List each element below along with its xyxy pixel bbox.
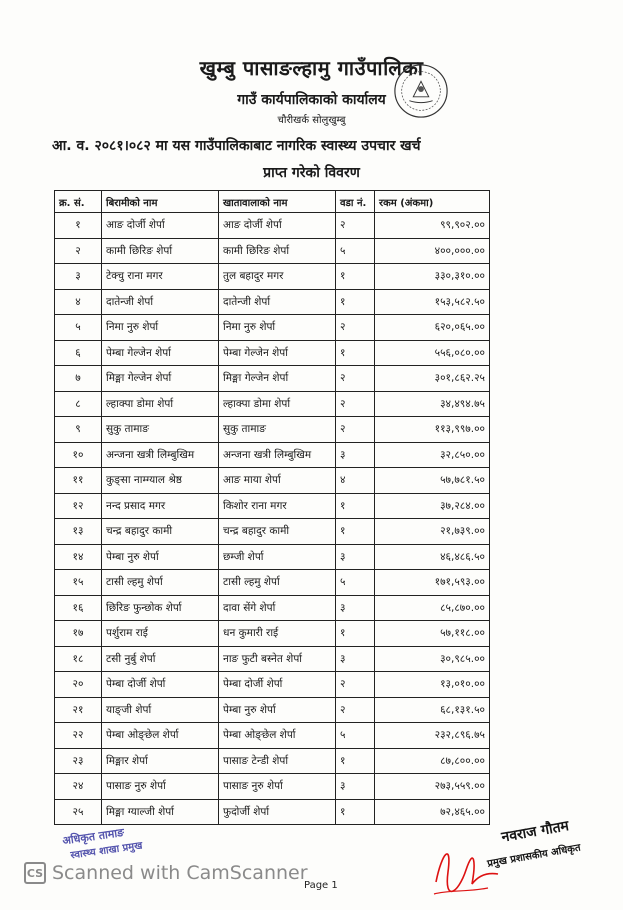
cell-ward: २ [336, 315, 375, 341]
cell-ward: २ [336, 417, 375, 443]
table-row [55, 417, 490, 443]
table-row [55, 748, 490, 774]
cell-amount: ३३०,३१०.०० [375, 264, 490, 290]
cell-patient-name: आङ दोर्जी शेर्पा [102, 213, 219, 239]
cell-account-holder: नाङ फुटी बस्नेत शेर्पा [219, 646, 336, 672]
col-amount: रकम (अंकमा) [375, 191, 490, 213]
cell-ward: २ [336, 672, 375, 698]
cell-serial: १७ [55, 621, 102, 647]
cell-account-holder: धन कुमारी राई [219, 621, 336, 647]
table-row [55, 340, 490, 366]
cell-amount: १७१,५९३.०० [375, 570, 490, 596]
cell-serial: १६ [55, 595, 102, 621]
cell-serial: ९ [55, 417, 102, 443]
cell-serial: १० [55, 442, 102, 468]
col-patient-name: बिरामीको नाम [102, 191, 219, 213]
cell-account-holder: पेम्बा नुरु शेर्पा [219, 697, 336, 723]
cell-amount: ९९,९०२.०० [375, 213, 490, 239]
cell-patient-name: पर्शुराम राई [102, 621, 219, 647]
table-row [55, 672, 490, 698]
cell-patient-name: मिङ्मा गेल्जेन शेर्पा [102, 366, 219, 392]
cell-amount: ३०,९८५.०० [375, 646, 490, 672]
cell-serial: १५ [55, 570, 102, 596]
cell-ward: १ [336, 748, 375, 774]
cell-account-holder: पासाङ नुरु शेर्पा [219, 774, 336, 800]
cell-serial: २३ [55, 748, 102, 774]
cell-serial: ८ [55, 391, 102, 417]
cell-patient-name: कामी छिरिङ शेर्पा [102, 238, 219, 264]
cell-ward: १ [336, 621, 375, 647]
office-name: गाउँ कार्यपालिकाको कार्यालय [237, 92, 386, 108]
cell-amount: ४६,४८६.५० [375, 544, 490, 570]
cell-patient-name: मिङ्मा ग्याल्जी शेर्पा [102, 799, 219, 825]
table-row [55, 213, 490, 239]
cell-ward: १ [336, 519, 375, 545]
municipality-title: खुम्बु पासाङल्हामु गाउँपालिका [199, 56, 424, 80]
cell-account-holder: किशोर राना मगर [219, 493, 336, 519]
cell-patient-name: टेक्चु राना मगर [102, 264, 219, 290]
cell-account-holder: कामी छिरिङ शेर्पा [219, 238, 336, 264]
cell-ward: ५ [336, 723, 375, 749]
cell-serial: १२ [55, 493, 102, 519]
table-row [55, 493, 490, 519]
cell-amount: १३,०१०.०० [375, 672, 490, 698]
cell-serial: २२ [55, 723, 102, 749]
table-header-row [55, 191, 490, 213]
table-row [55, 595, 490, 621]
cell-amount: ३४,४९४.७५ [375, 391, 490, 417]
cell-serial: २० [55, 672, 102, 698]
table-row [55, 570, 490, 596]
cell-patient-name: टसी नुर्बु शेर्पा [102, 646, 219, 672]
cell-ward: १ [336, 799, 375, 825]
table-row [55, 544, 490, 570]
cell-account-holder: टासी ल्हमु शेर्पा [219, 570, 336, 596]
signature-block [428, 818, 618, 906]
cell-amount: ६८,१३१.५० [375, 697, 490, 723]
cell-patient-name: चन्द्र बहादुर कामी [102, 519, 219, 545]
cell-amount: ५७,११८.०० [375, 621, 490, 647]
cell-serial: ६ [55, 340, 102, 366]
payments-table [54, 190, 490, 825]
signatory-name: नवराज गौतम [500, 818, 571, 846]
cell-ward: ४ [336, 468, 375, 494]
cell-patient-name: पेम्बा गेल्जेन शेर्पा [102, 340, 219, 366]
report-subject-line2: प्राप्त गरेको विवरण [263, 165, 360, 181]
cell-serial: ५ [55, 315, 102, 341]
cell-ward: २ [336, 366, 375, 392]
cell-account-holder: पेम्बा ओङ्छेल शेर्पा [219, 723, 336, 749]
cell-account-holder: मिङ्मा गेल्जेन शेर्पा [219, 366, 336, 392]
cell-serial: ७ [55, 366, 102, 392]
cell-amount: ३७,२८४.०० [375, 493, 490, 519]
table-row [55, 621, 490, 647]
cell-ward: २ [336, 697, 375, 723]
cell-amount: ४००,०००.०० [375, 238, 490, 264]
table-row [55, 391, 490, 417]
cell-account-holder: तुल बहादुर मगर [219, 264, 336, 290]
municipality-seal-icon [392, 62, 450, 120]
cell-ward: २ [336, 213, 375, 239]
cell-ward: ३ [336, 544, 375, 570]
cell-patient-name: पेम्बा नुरु शेर्पा [102, 544, 219, 570]
cell-account-holder: पेम्बा दोर्जी शेर्पा [219, 672, 336, 698]
cell-serial: २४ [55, 774, 102, 800]
stamp-line2: स्वास्थ्य शाखा प्रमुख [69, 840, 144, 862]
table-row [55, 646, 490, 672]
scanner-text: Scanned with CamScanner [52, 862, 308, 884]
cell-serial: २५ [55, 799, 102, 825]
cell-ward: १ [336, 264, 375, 290]
cell-amount: ५७,७८१.५० [375, 468, 490, 494]
cell-amount: ७२,४६५.०० [375, 799, 490, 825]
cell-amount: ८७,८००.०० [375, 748, 490, 774]
cell-account-holder: दावा सेंगे शेर्पा [219, 595, 336, 621]
cell-serial: १४ [55, 544, 102, 570]
cell-patient-name: याङ्जी शेर्पा [102, 697, 219, 723]
cell-serial: २१ [55, 697, 102, 723]
table-row [55, 774, 490, 800]
cell-amount: ११३,९९७.०० [375, 417, 490, 443]
cell-serial: २ [55, 238, 102, 264]
cell-amount: १५३,५८२.५० [375, 289, 490, 315]
cell-amount: २१,७३९.०० [375, 519, 490, 545]
cell-patient-name: छिरिङ फुन्छोक शेर्पा [102, 595, 219, 621]
page-number: Page 1 [304, 880, 338, 891]
cell-ward: ३ [336, 595, 375, 621]
cell-ward: ३ [336, 442, 375, 468]
table-row [55, 238, 490, 264]
cell-patient-name: दातेन्जी शेर्पा [102, 289, 219, 315]
cell-patient-name: निमा नुरु शेर्पा [102, 315, 219, 341]
camscanner-logo-icon: CS [24, 862, 46, 884]
cell-patient-name: पासाङ नुरु शेर्पा [102, 774, 219, 800]
table-row [55, 519, 490, 545]
cell-patient-name: पेम्बा दोर्जी शेर्पा [102, 672, 219, 698]
cell-account-holder: पेम्बा गेल्जेन शेर्पा [219, 340, 336, 366]
cell-ward: १ [336, 340, 375, 366]
cell-patient-name: नन्द प्रसाद मगर [102, 493, 219, 519]
cell-patient-name: कुङ्सा नाम्ग्याल श्रेष्ठ [102, 468, 219, 494]
col-serial: क्र. सं. [55, 191, 102, 213]
cell-account-holder: फुदोर्जी शेर्पा [219, 799, 336, 825]
cell-patient-name: मिङ्मार शेर्पा [102, 748, 219, 774]
cell-amount: ३०१,८६२.२५ [375, 366, 490, 392]
cell-account-holder: ल्हाक्पा डोमा शेर्पा [219, 391, 336, 417]
signatory-title: प्रमुख प्रशासकीय अधिकृत [486, 842, 582, 870]
cell-amount: ५५६,०८०.०० [375, 340, 490, 366]
cell-amount: ३२,८५०.०० [375, 442, 490, 468]
office-location: चौरीखर्क सोलुखुम्बु [277, 115, 346, 126]
col-account-holder: खातावालाको नाम [219, 191, 336, 213]
cell-ward: ३ [336, 646, 375, 672]
table-row [55, 723, 490, 749]
cell-account-holder: पासाङ टेन्डी शेर्पा [219, 748, 336, 774]
table-row [55, 468, 490, 494]
table-row [55, 315, 490, 341]
cell-patient-name: ल्हाक्पा डोमा शेर्पा [102, 391, 219, 417]
camscanner-watermark [24, 862, 308, 884]
cell-account-holder: निमा नुरु शेर्पा [219, 315, 336, 341]
cell-amount: २७३,५५९.०० [375, 774, 490, 800]
cell-serial: १ [55, 213, 102, 239]
table-row [55, 366, 490, 392]
table-row [55, 442, 490, 468]
cell-ward: ५ [336, 570, 375, 596]
cell-account-holder: अन्जना खत्री लिम्बुखिम [219, 442, 336, 468]
table-row [55, 264, 490, 290]
cell-amount: ८५,८७०.०० [375, 595, 490, 621]
cell-account-holder: दातेन्जी शेर्पा [219, 289, 336, 315]
table-row [55, 799, 490, 825]
cell-patient-name: टासी ल्हमु शेर्पा [102, 570, 219, 596]
cell-serial: ३ [55, 264, 102, 290]
cell-ward: ३ [336, 774, 375, 800]
cell-serial: ४ [55, 289, 102, 315]
cell-patient-name: अन्जना खत्री लिम्बुखिम [102, 442, 219, 468]
cell-account-holder: आङ माया शेर्पा [219, 468, 336, 494]
cell-serial: १८ [55, 646, 102, 672]
cell-account-holder: छम्जी शेर्पा [219, 544, 336, 570]
cell-ward: १ [336, 289, 375, 315]
cell-serial: ११ [55, 468, 102, 494]
cell-account-holder: सुकु तामाङ [219, 417, 336, 443]
report-subject: आ. व. २०८१।०८२ मा यस गाउँपालिकाबाट नागरिक स्वास्थ्य उपचार खर्च [52, 138, 421, 154]
table-row [55, 289, 490, 315]
cell-patient-name: सुकु तामाङ [102, 417, 219, 443]
cell-patient-name: पेम्बा ओङ्छेल शेर्पा [102, 723, 219, 749]
cell-account-holder: आङ दोर्जी शेर्पा [219, 213, 336, 239]
cell-amount: ६२०,०६५.०० [375, 315, 490, 341]
table-row [55, 697, 490, 723]
cell-account-holder: चन्द्र बहादुर कामी [219, 519, 336, 545]
cell-ward: २ [336, 391, 375, 417]
stamp-line1: अधिकृत तामाङ [61, 825, 125, 848]
cell-serial: १३ [55, 519, 102, 545]
col-ward: वडा नं. [336, 191, 375, 213]
cell-ward: ५ [336, 238, 375, 264]
cell-amount: २३२,८९६.७५ [375, 723, 490, 749]
cell-ward: १ [336, 493, 375, 519]
